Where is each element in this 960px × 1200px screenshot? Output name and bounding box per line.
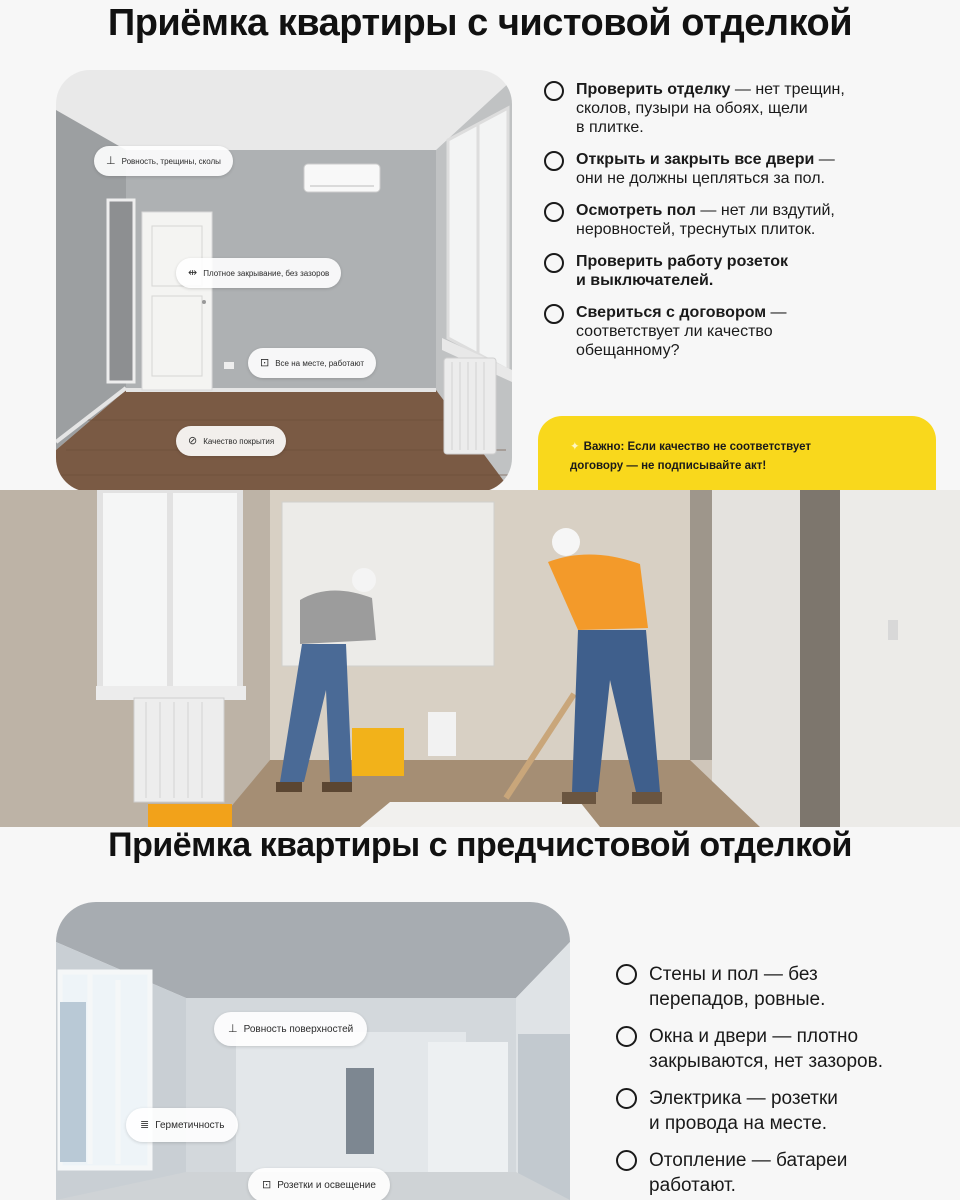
- pill-sockets: ⊡ Все на месте, работают: [248, 348, 376, 378]
- pill-coating: ⊘ Качество покрытия: [176, 426, 286, 456]
- page-title-prefinish: Приёмка квартиры с предчистовой отделкой: [108, 826, 852, 864]
- ruler-icon: ⊥: [228, 1022, 238, 1035]
- socket-icon: ⊡: [260, 356, 270, 369]
- list-item: Отопление — батареи работают.: [616, 1148, 946, 1198]
- list-item: Открыть и закрыть все двери — они не должны цепляться за пол.: [544, 150, 934, 188]
- align-icon: ≣: [140, 1118, 150, 1131]
- finished-room-photo: [56, 70, 512, 492]
- list-item: Свериться с договором — соответствует ли качество обещанному?: [544, 303, 934, 360]
- checkbox-circle-icon[interactable]: [616, 964, 637, 985]
- prefinished-room-illustration: [56, 902, 570, 1200]
- checkbox-circle-icon[interactable]: [544, 202, 564, 222]
- list-item: Стены и пол — без перепадов, ровные.: [616, 962, 946, 1012]
- pill-surfaces: ⊥ Ровность поверхностей: [214, 1012, 367, 1046]
- page-title-finish: Приёмка квартиры с чистовой отделкой: [107, 2, 853, 44]
- list-item: Электрика — розетки и провода на месте.: [616, 1086, 946, 1136]
- socket-icon: ⊡: [262, 1178, 272, 1191]
- checkbox-circle-icon[interactable]: [544, 253, 564, 273]
- important-note: ✦ Важно: Если качество не соответствует договору — не подписывайте акт!: [538, 416, 936, 490]
- finish-checklist: [544, 80, 934, 373]
- bulb-icon: ✦: [570, 441, 580, 453]
- checkbox-circle-icon[interactable]: [616, 1026, 637, 1047]
- pill-evenness: ⊥ Ровность, трещины, сколы: [94, 146, 233, 176]
- list-item: Проверить отделку — нет трещин, сколов, пузыри на обоях, щели в плитке.: [544, 80, 934, 137]
- list-item: Осмотреть пол — нет ли вздутий, неровностей, треснутых плиток.: [544, 201, 934, 239]
- list-item: Проверить работу розеток и выключателей.: [544, 252, 934, 290]
- move-icon: ⇹: [188, 266, 198, 279]
- checkbox-circle-icon[interactable]: [616, 1150, 637, 1171]
- pill-door-seal: ⇹ Плотное закрывание, без зазоров: [176, 258, 341, 288]
- ruler-icon: ⊥: [106, 154, 116, 167]
- prefinished-room-photo: [56, 902, 570, 1200]
- checkbox-circle-icon[interactable]: [616, 1088, 637, 1109]
- pill-lighting: ⊡ Розетки и освещение: [248, 1168, 390, 1200]
- check-circle-icon: ⊘: [188, 434, 198, 447]
- checkbox-circle-icon[interactable]: [544, 304, 564, 324]
- checkbox-circle-icon[interactable]: [544, 151, 564, 171]
- checkbox-circle-icon[interactable]: [544, 81, 564, 101]
- pill-hermetic: ≣ Герметичность: [126, 1108, 238, 1142]
- workers-photo: [0, 490, 960, 827]
- prefinish-checklist: [616, 962, 946, 1200]
- workers-illustration: [0, 490, 960, 827]
- list-item: Окна и двери — плотно закрываются, нет зазоров.: [616, 1024, 946, 1074]
